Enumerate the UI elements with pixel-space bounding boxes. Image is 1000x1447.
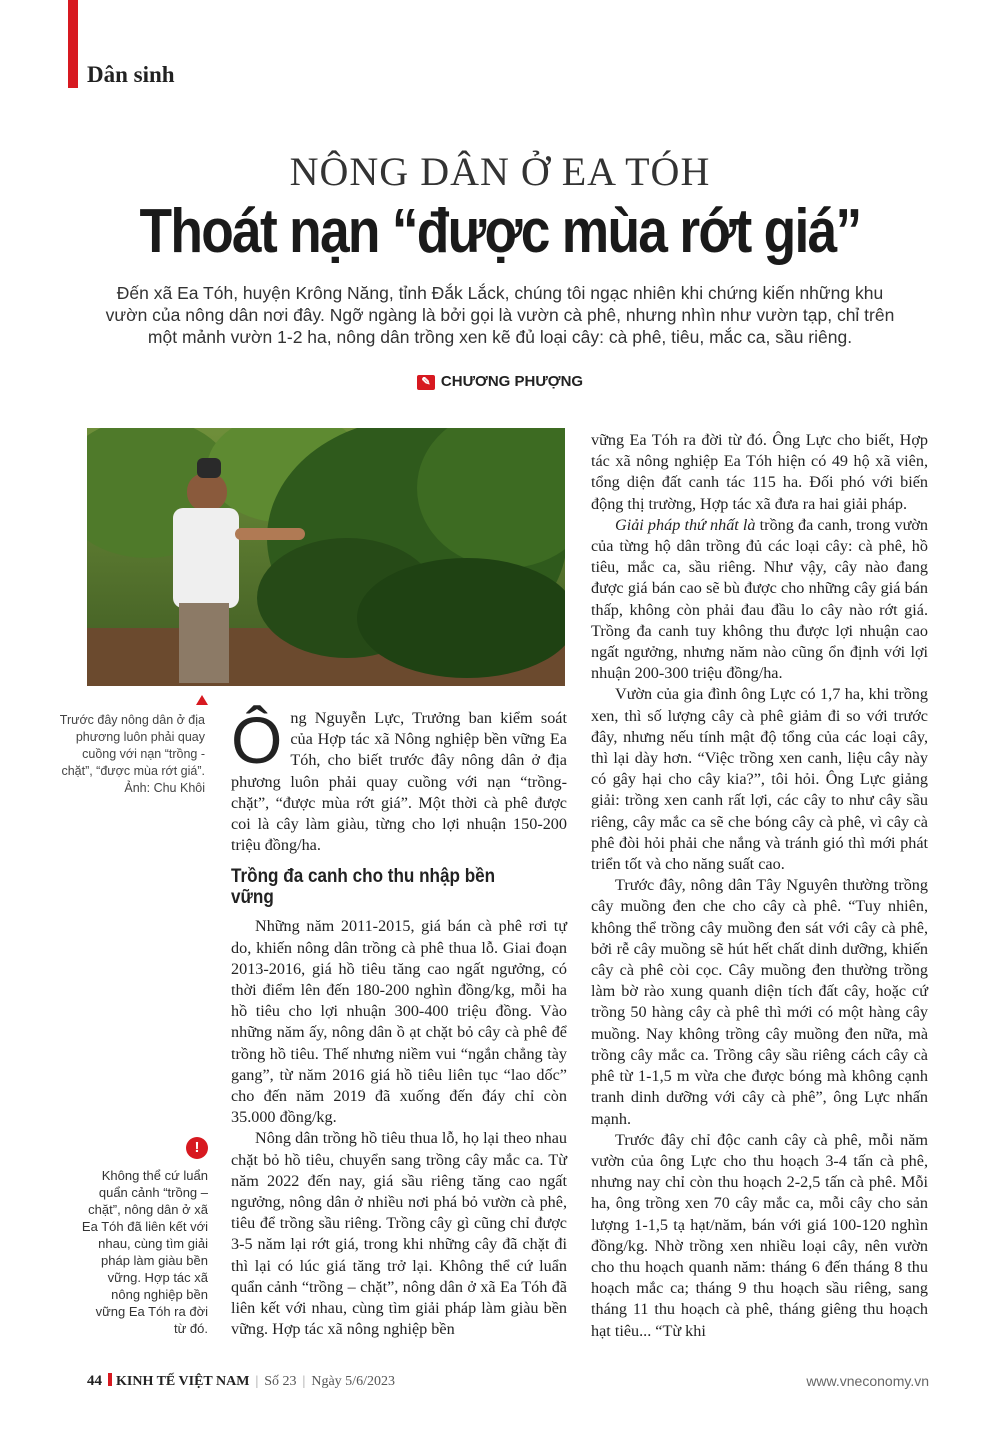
photo-credit: Ảnh: Chu Khôi — [124, 781, 205, 795]
caption-text: Trước đây nông dân ở địa phương luôn phải quay cuồng với nạn “trồng - chặt”, “được mùa rớt giá”. — [59, 713, 205, 778]
body-paragraph: Nông dân trồng hồ tiêu thua lỗ, họ lại theo nhau chặt bỏ hồ tiêu, chuyển sang trồng cây mắc ca. Từ năm 2022 đến nay, giá sầu riêng tăng cao ngất ngưởng, nông dân ở nhiều nơi phá bỏ vườn cà phê, tiêu để trồng sầu riêng. Trồng cây gì cũng chỉ được 3-5 năm lại rớt giá, trong khi những cây đã chặt đi thì lại có lúc giá tăng trở lại. Không thể cứ luẩn quẩn cảnh “trồng – chặt”, nông dân ở xã Ea Tóh đã liên kết với nhau, cùng tìm giải pháp làm giàu bền vững. Hợp tác xã nông nghiệp bền — [231, 1129, 567, 1339]
exclamation-icon: ! — [186, 1137, 208, 1159]
body-paragraph: Trước đây, nông dân Tây Nguyên thường trồng cây muồng đen che cho cây cà phê. “Tuy nhiên, không thể trồng cây muồng đen sát với cây cà phê, bởi rễ cây muồng sẽ hút hết chất dinh dưỡng, khiến cây cà phê còi cọc. Cây muồng đen thường trồng làm bờ rào xung quanh diện tích đất cây, hoặc cứ trồng 50 hàng cây cà phê thì mới có một hàng cây muồng. Nay không trồng cây muồng đen nữa, mà trồng cây mắc ca. Trồng cây sầu riêng cách cây cà phê từ 1-1,5 m vừa che được bóng mà không cạnh tranh dinh dưỡng với cây cà phê”, ông Lực nhấn mạnh. — [591, 876, 928, 1128]
body-paragraph: vững Ea Tóh ra đời từ đó. Ông Lực cho biết, Hợp tác xã nông nghiệp Ea Tóh hiện có 49 hộ xã viên, tổng diện đất canh tác 115 ha. Đối phó với biến động thị trường, Hợp tác xã đưa ra hai giải pháp. — [591, 431, 928, 513]
issue-number: Số 23 — [264, 1374, 297, 1389]
body-column-3 — [591, 430, 928, 1342]
issue-date: Ngày 5/6/2023 — [311, 1374, 395, 1389]
section-label: Dân sinh — [87, 62, 175, 87]
body-paragraph: Vườn của gia đình ông Lực có 1,7 ha, khi trồng xen, thì số lượng cây cà phê giảm đi so với trước đây, nhưng nếu tính mật độ tổng của các loại cây, thì lại dày hơn. “Việc trồng xen canh, liệu cây này có gây hại cho cây kia?”, tôi hỏi. Ông Lực giảng giải: trồng xen canh rất lợi, các cây to như cây sầu riêng, cây mắc ca sẽ che bóng cây cà phê, vì cây cà phê đòi hỏi phải che nắng và tránh gió thì mới phát triển tốt và cho năng suất cao. — [591, 685, 928, 874]
magazine-name: KINH TẾ VIỆT NAM — [116, 1374, 250, 1389]
article-kicker: NÔNG DÂN Ở EA TÓH — [289, 149, 711, 194]
body-column-2 — [231, 703, 567, 1340]
article-photo — [87, 428, 565, 686]
coffee-garden-illustration — [87, 428, 565, 686]
byline — [0, 373, 1000, 390]
section-color-bar — [68, 0, 78, 88]
body-paragraph: Giải pháp thứ nhất là trồng đa canh, trong vườn của từng hộ dân trồng đủ các loại cây: cà phê, hồ tiêu, mắc ca, sầu riêng. Như vậy, cây nào đang được giá bán cao sẽ bù được cho những cây giá bán thấp, không còn phải đau đầu lo cây nào rớt giá. Trồng đa canh tuy không thu được lợi nhuận cao ngất ngưởng, nhưng năm nào cũng ổn định với lợi nhuận 200-300 triệu đồng/ha. — [591, 515, 928, 683]
author-pen-icon: ✎ — [417, 375, 435, 390]
footer-red-bar — [108, 1373, 112, 1386]
body-paragraph: Trước đây chỉ độc canh cây cà phê, mỗi năm vườn của ông Lực cho thu hoạch 3-4 tấn cà phê, nhưng nay chỉ còn thu hoạch 2-2,5 tấn cà phê. Mỗi ha, ông trồng xen 70 cây mắc ca, mỗi cây cho sản lượng 1-1,5 tạ hạt/năm, bán với giá 100-120 nghìn đồng/kg. Nhờ trồng xen nhiều loại cây, nên vườn cho thu hoạch quanh năm: tháng 6 đến tháng 8 thu hoạch mắc ca; tháng 9 thu hoạch sầu riêng, sang tháng 11 thu hoạch cà phê, tháng giêng thu hoạch hạt tiêu... “Từ khi — [591, 1130, 928, 1340]
page-number: 44 — [87, 1373, 102, 1389]
caption-pointer-icon — [196, 695, 208, 705]
author-name: CHƯƠNG PHƯỢNG — [440, 373, 584, 390]
article-headline: Thoát nạn “được mùa rớt giá” — [139, 197, 861, 266]
website-link[interactable]: www.vneconomy.vn — [806, 1373, 929, 1389]
emphasis-text: Giải pháp thứ nhất là — [615, 515, 756, 534]
subheading: Trồng đa canh cho thu nhập bền vững — [231, 866, 496, 909]
pull-quote: Không thể cứ luẩn quẩn cảnh “trồng – chặt”, nông dân ở xã Ea Tóh đã liên kết với nhau, cùng tìm giải pháp làm giàu bền vững. Hợp tác xã nông nghiệp bền vững Ea Tóh ra đời từ đó. — [81, 1168, 208, 1336]
article-sapo: Đến xã Ea Tóh, huyện Krông Năng, tỉnh Đắk Lắck, chúng tôi ngạc nhiên khi chứng kiến những khu vườn của nông dân nơi đây. Ngỡ ngàng là bởi gọi là vườn cà phê, nhưng nhìn như vườn tạp, chỉ trên một mảnh vườn 1-2 ha, nông dân trồng xen kẽ đủ loại cây: cà phê, tiêu, mắc ca, sầu riêng. — [105, 283, 895, 347]
page-footer: 44 KINH TẾ VIỆT NAM | Số 23 | Ngày 5/6/2023 www.vneconomy.vn — [87, 1373, 929, 1389]
lead-paragraph: Ông Nguyễn Lực, Trưởng ban kiểm soát của Hợp tác xã Nông nghiệp bền vững Ea Tóh, cho biết trước đây nông dân ở địa phương luôn phải quay cuồng với nạn “trồng- chặt”, “được mùa rớt giá”. Một thời cà phê được coi là cây làm giàu, từng cho lợi nhuận 150-200 triệu đồng/ha. — [231, 703, 567, 855]
photo-caption — [55, 712, 205, 797]
drop-cap: Ô — [231, 703, 283, 777]
body-paragraph: Những năm 2011-2015, giá bán cà phê rơi tự do, khiến nông dân trồng cà phê thua lỗ. Giai đoạn 2013-2016, giá hồ tiêu tăng cao ngất ngưởng, có thời điểm lên đến 180-200 nghìn đồng/kg, mỗi ha hồ tiêu cho lợi nhuận 300-400 triệu đồng. Vào những năm ấy, nông dân ồ ạt chặt bỏ cây cà phê để trồng hồ tiêu. Thế nhưng niềm vui “ngắn chẳng tày gang”, từ năm 2016 giá hồ tiêu liên tục “lao dốc” cho đến năm 2019 đã xuống đến đáy chỉ còn 35.000 đồng/kg. — [231, 917, 567, 1127]
